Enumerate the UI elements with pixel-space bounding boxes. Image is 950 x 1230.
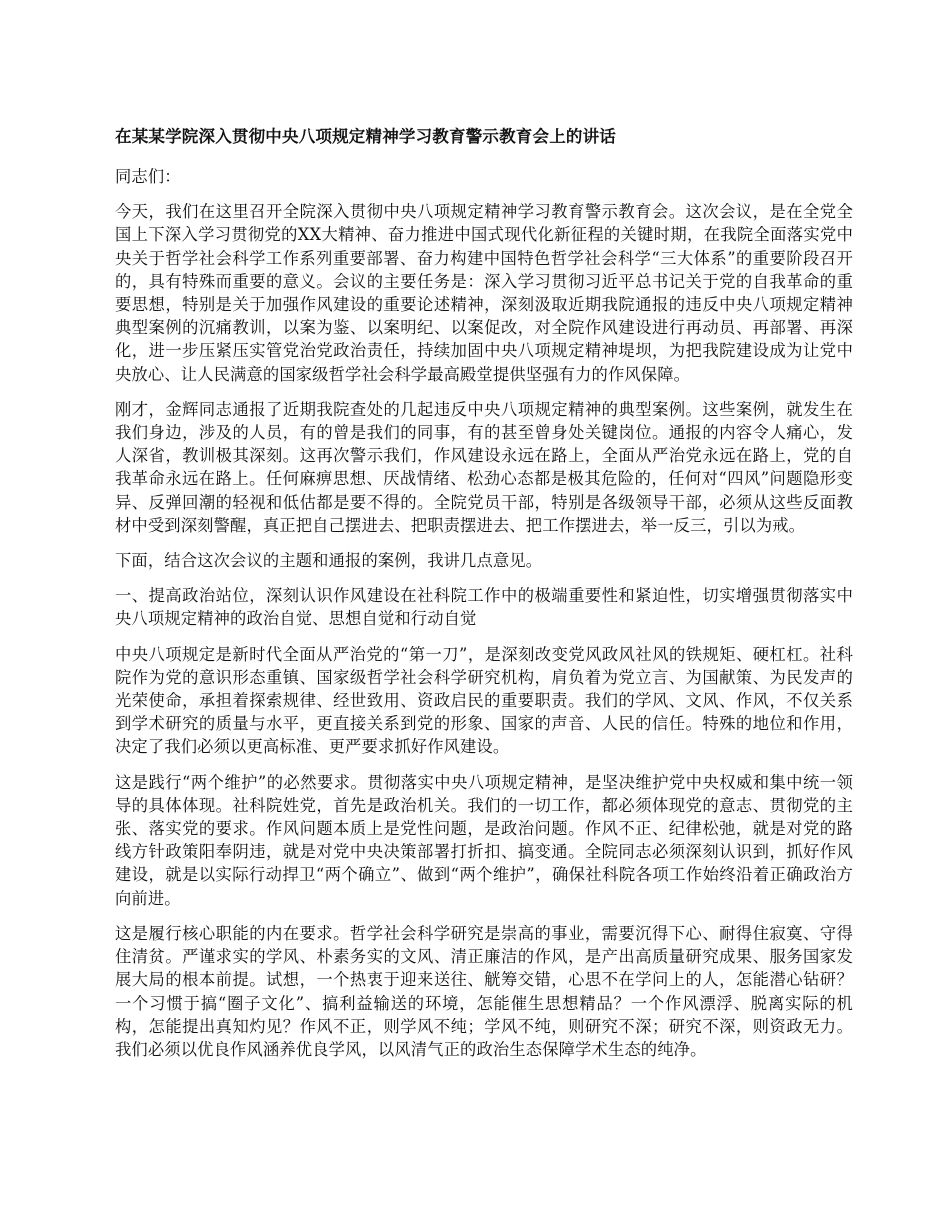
paragraph-core-function: 这是履行核心职能的内在要求。哲学社会科学研究是崇高的事业，需要沉得下心、耐得住寂寞、守得住清贫。严谨求实的学风、朴素务实的文风、清正廉洁的作风，是产出高质量研究成果、服务国家发展大局的根本前提。试想，一个热衷于迎来送往、觥筹交错，心思不在学问上的人，怎能潜心钻研？一个习惯于搞“圈子文化”、搞利益输送的环境，怎能催生思想精品？一个作风漂浮、脱离实际的机构，怎能提出真知灼见？作风不正，则学风不纯；学风不纯，则研究不深；研究不深，则资政无力。我们必须以优良作风涵养优良学风，以风清气正的政治生态保障学术生态的纯净。 xyxy=(115,923,853,1059)
paragraph-two-safeguards: 这是践行“两个维护”的必然要求。贯彻落实中央八项规定精神，是坚决维护党中央权威和集中统一领导的具体体现。社科院姓党，首先是政治机关。我们的一切工作，都必须体现党的意志、贯彻党的主张、落实党的要求。作风问题本质上是党性问题，是政治问题。作风不正、纪律松弛，就是对党的路线方针政策阳奉阴违，就是对党中央决策部署打折扣、搞变通。全院同志必须深刻认识到，抓好作风建设，就是以实际行动捍卫“两个确立”、做到“两个维护”，确保社科院各项工作始终沿着正确政治方向前进。 xyxy=(115,772,853,908)
section-heading-one: 一、提高政治站位，深刻认识作风建设在社科院工作中的极端重要性和紧迫性，切实增强贯彻落实中央八项规定精神的政治自觉、思想自觉和行动自觉 xyxy=(115,586,853,629)
document-title: 在某某学院深入贯彻中央八项规定精神学习教育警示教育会上的讲话 xyxy=(115,127,616,146)
paragraph-case-briefing: 刚才，金辉同志通报了近期我院查处的几起违反中央八项规定精神的典型案例。这些案例，就发生在我们身边，涉及的人员，有的曾是我们的同事，有的甚至曾身处关键岗位。通报的内容令人痛心，发人深省，教训极其深刻。这再次警示我们，作风建设永远在路上，全面从严治党永远在路上，党的自我革命永远在路上。任何麻痹思想、厌战情绪、松劲心态都是极其危险的，任何对“四风”问题隐形变异、反弹回潮的轻视和低估都是要不得的。全院党员干部，特别是各级领导干部，必须从这些反面教材中受到深刻警醒，真正把自己摆进去、把职责摆进去、把工作摆进去，举一反三，引以为戒。 xyxy=(115,399,853,535)
paragraph-opening: 今天，我们在这里召开全院深入贯彻中央八项规定精神学习教育警示教育会。这次会议，是在全党全国上下深入学习贯彻党的XX大精神、奋力推进中国式现代化新征程的关键时期，在我院全面落实党中央关于哲学社会科学工作系列重要部署、奋力构建中国特色哲学社会科学“三大体系”的重要阶段召开的，具有特殊而重要的意义。会议的主要任务是：深入学习贯彻习近平总书记关于党的自我革命的重要思想，特别是关于加强作风建设的重要论述精神，深刻汲取近期我院通报的违反中央八项规定精神典型案例的沉痛教训，以案为鉴、以案明纪、以案促改，对全院作风建设进行再动员、再部署、再深化，进一步压紧压实管党治党政治责任，持续加固中央八项规定精神堤坝，为把我院建设成为让党中央放心、让人民满意的国家级哲学社会科学最高殿堂提供坚强有力的作风保障。 xyxy=(115,202,853,384)
paragraph-transition: 下面，结合这次会议的主题和通报的案例，我讲几点意见。 xyxy=(115,551,543,571)
document-page xyxy=(115,125,853,1073)
salutation: 同志们： xyxy=(115,167,181,186)
paragraph-eight-rules: 中央八项规定是新时代全面从严治党的“第一刀”，是深刻改变党风政风社风的铁规矩、硬杠杠。社科院作为党的意识形态重镇、国家级哲学社会科学研究机构，肩负着为党立言、为国献策、为民发声的光荣使命，承担着探索规律、经世致用、资政启民的重要职责。我们的学风、文风、作风，不仅关系到学术研究的质量与水平，更直接关系到党的形象、国家的声音、人民的信任。特殊的地位和作用，决定了我们必须以更高标准、更严要求抓好作风建设。 xyxy=(115,644,853,757)
